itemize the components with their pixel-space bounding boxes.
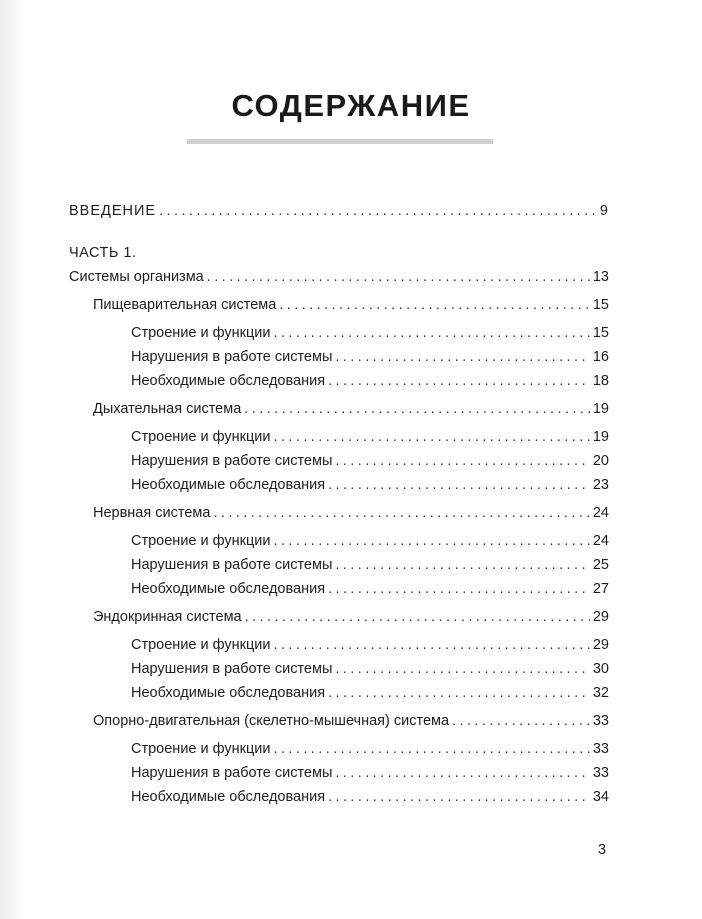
dot-leader — [328, 577, 590, 601]
page-edge-shadow — [0, 0, 26, 919]
page-title: СОДЕРЖАНИЕ — [231, 88, 471, 123]
dot-leader — [328, 369, 590, 393]
toc-entry-page: 13 — [592, 269, 609, 285]
toc-entry-page: 33 — [592, 713, 609, 729]
toc-entry[interactable] — [69, 293, 609, 317]
dot-leader — [274, 321, 590, 345]
table-of-contents — [69, 199, 609, 809]
dot-leader — [335, 657, 589, 681]
toc-entry-page: 32 — [592, 685, 609, 701]
toc-entry[interactable] — [69, 785, 609, 809]
toc-entry[interactable] — [69, 709, 609, 733]
dot-leader — [335, 761, 589, 785]
toc-entry[interactable] — [69, 501, 609, 525]
toc-entry[interactable] — [69, 529, 609, 553]
toc-entry[interactable] — [69, 681, 609, 705]
toc-entry-page: 27 — [592, 581, 609, 597]
page-number: 3 — [598, 842, 607, 858]
toc-entry-page: 29 — [592, 637, 609, 653]
dot-leader — [335, 345, 589, 369]
toc-entry[interactable] — [69, 633, 609, 657]
toc-entry-page: 9 — [599, 203, 609, 219]
toc-entry[interactable] — [69, 605, 609, 629]
toc-entry-page: 18 — [592, 373, 609, 389]
toc-entry[interactable] — [69, 425, 609, 449]
toc-entry[interactable] — [69, 265, 609, 289]
toc-entry-page: 19 — [592, 429, 609, 445]
toc-entry-label: Строение и функции — [131, 741, 271, 757]
toc-entry-label: Дыхательная система — [93, 401, 242, 417]
part-heading: ЧАСТЬ 1. — [69, 245, 137, 261]
toc-entry-page: 19 — [592, 401, 609, 417]
toc-entry-label: Нарушения в работе системы — [131, 453, 333, 469]
toc-entry[interactable] — [69, 737, 609, 761]
dot-leader — [245, 605, 590, 629]
toc-entry-page: 33 — [592, 765, 609, 781]
dot-leader — [279, 293, 590, 317]
toc-entry-label: Строение и функции — [131, 637, 271, 653]
toc-entry-label: Системы организма — [69, 269, 204, 285]
dot-leader — [213, 501, 589, 525]
dot-leader — [452, 709, 590, 733]
toc-entry[interactable] — [69, 657, 609, 681]
toc-entry-page: 30 — [592, 661, 609, 677]
dot-leader — [274, 737, 590, 761]
dot-leader — [274, 529, 590, 553]
toc-entry-page: 16 — [592, 349, 609, 365]
toc-entry-label: Необходимые обследования — [131, 477, 326, 493]
toc-entry-page: 24 — [592, 505, 609, 521]
toc-entry[interactable] — [69, 449, 609, 473]
toc-entry-label: Необходимые обследования — [131, 685, 326, 701]
toc-entry-label: Опорно-двигательная (скелетно-мышечная) система — [93, 713, 450, 729]
toc-entry-page: 20 — [592, 453, 609, 469]
toc-entry-page: 23 — [592, 477, 609, 493]
toc-entry[interactable] — [69, 397, 609, 421]
dot-leader — [274, 633, 590, 657]
dot-leader — [244, 397, 590, 421]
toc-entry-label: Необходимые обследования — [131, 789, 326, 805]
dot-leader — [328, 681, 590, 705]
toc-entry[interactable] — [69, 369, 609, 393]
toc-entry-label: Эндокринная система — [93, 609, 242, 625]
toc-entry-label: Нарушения в работе системы — [131, 349, 333, 365]
toc-entry-label: Необходимые обследования — [131, 373, 326, 389]
toc-entry-label: Нарушения в работе системы — [131, 661, 333, 677]
toc-entry-page: 33 — [592, 741, 609, 757]
toc-entry-label: Пищеварительная система — [93, 297, 277, 313]
toc-entry-label: Нарушения в работе системы — [131, 557, 333, 573]
toc-entry-label: Строение и функции — [131, 325, 271, 341]
toc-entry-page: 34 — [592, 789, 609, 805]
toc-entry[interactable] — [69, 321, 609, 345]
toc-entry[interactable] — [69, 473, 609, 497]
toc-entry-intro[interactable] — [69, 199, 609, 223]
toc-entry[interactable] — [69, 577, 609, 601]
toc-entry-page: 15 — [592, 325, 609, 341]
toc-entry[interactable] — [69, 553, 609, 577]
toc-entry-page: 24 — [592, 533, 609, 549]
dot-leader — [335, 449, 589, 473]
dot-leader — [328, 785, 590, 809]
toc-entry-page: 15 — [592, 297, 609, 313]
dot-leader — [328, 473, 590, 497]
dot-leader — [207, 265, 590, 289]
toc-entry[interactable] — [69, 761, 609, 785]
toc-entry-label: ВВЕДЕНИЕ — [69, 203, 157, 219]
dot-leader — [274, 425, 590, 449]
dot-leader — [159, 199, 597, 223]
toc-entry-label: Нарушения в работе системы — [131, 765, 333, 781]
toc-entry-label: Строение и функции — [131, 533, 271, 549]
title-underline — [187, 139, 493, 144]
toc-entry-page: 29 — [592, 609, 609, 625]
toc-entry-label: Строение и функции — [131, 429, 271, 445]
toc-entry-label: Необходимые обследования — [131, 581, 326, 597]
dot-leader — [335, 553, 589, 577]
toc-entry-label: Нервная система — [93, 505, 211, 521]
toc-entry[interactable] — [69, 345, 609, 369]
toc-entry-page: 25 — [592, 557, 609, 573]
toc-entries — [69, 265, 609, 809]
